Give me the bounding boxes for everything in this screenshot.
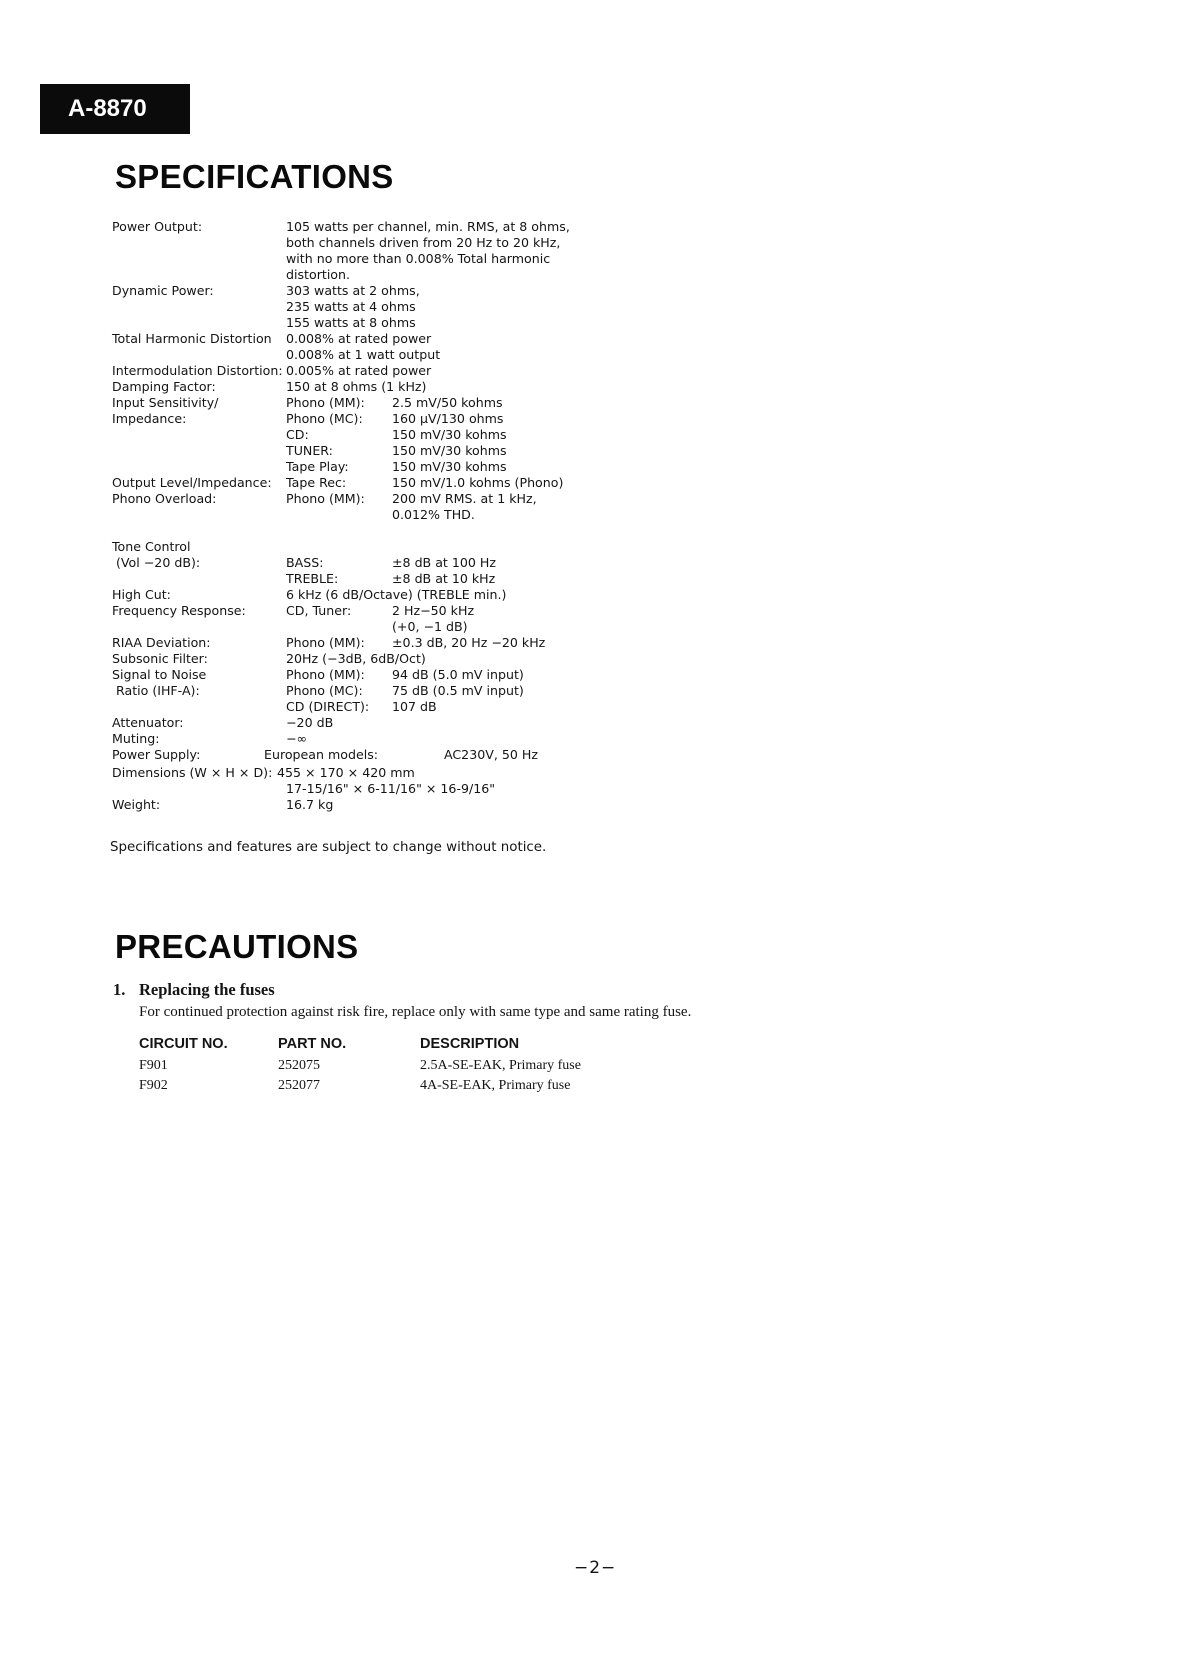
spec-value: 200 mV RMS. at 1 kHz, <box>392 491 537 506</box>
spec-value: 155 watts at 8 ohms <box>286 315 416 330</box>
spec-label: Muting: <box>112 731 160 746</box>
spec-label: High Cut: <box>112 587 171 602</box>
spec-label: Power Supply: <box>112 747 201 762</box>
spec-dynamic-power <box>112 283 752 331</box>
page-number: −2− <box>574 1558 617 1578</box>
specifications-list <box>112 219 752 813</box>
table-cell: F902 <box>139 1078 168 1093</box>
spec-value: 0.005% at rated power <box>286 363 432 378</box>
spec-label: Impedance: <box>112 411 187 426</box>
spec-label: RIAA Deviation: <box>112 635 211 650</box>
spec-high-cut <box>112 587 752 603</box>
specifications-notice: Specifications and features are subject to change without notice. <box>110 840 547 855</box>
spec-value: 16.7 kg <box>286 797 334 812</box>
spec-value: 235 watts at 4 ohms <box>286 299 416 314</box>
spec-value: ±0.3 dB, 20 Hz −20 kHz <box>392 635 546 650</box>
spec-attenuator <box>112 715 752 731</box>
precaution-item-title-text: Replacing the fuses <box>139 980 275 999</box>
spec-value: 2 Hz−50 kHz <box>392 603 475 618</box>
column-header-circuit-no: CIRCUIT NO. <box>139 1036 228 1052</box>
spec-label: Power Output: <box>112 219 203 234</box>
spec-value: 107 dB <box>392 699 437 714</box>
spec-label: Attenuator: <box>112 715 184 730</box>
precaution-item-title <box>113 980 1013 1004</box>
spec-value: ±8 dB at 10 kHz <box>392 571 496 586</box>
spec-dimensions <box>112 765 752 797</box>
spec-value: −∞ <box>286 731 308 746</box>
spec-label: Input Sensitivity/ <box>112 395 219 410</box>
spec-total-harmonic-distortion <box>112 331 752 363</box>
spec-label: Intermodulation Distortion: <box>112 363 283 378</box>
spec-muting <box>112 731 752 747</box>
spec-value: 0.012% THD. <box>392 507 475 522</box>
spec-value: 0.008% at 1 watt output <box>286 347 441 362</box>
spec-input-sensitivity <box>112 395 752 475</box>
spec-signal-to-noise <box>112 667 752 715</box>
spec-label: Phono Overload: <box>112 491 217 506</box>
table-cell: 4A-SE-EAK, Primary fuse <box>420 1078 571 1093</box>
spec-key: CD (DIRECT): <box>286 699 370 714</box>
table-row <box>139 1056 581 1076</box>
spec-power-supply <box>112 747 752 763</box>
spec-value: 75 dB (0.5 mV input) <box>392 683 524 698</box>
spec-label: Subsonic Filter: <box>112 651 208 666</box>
table-row <box>139 1076 581 1096</box>
spec-power-output <box>112 219 752 283</box>
spec-value: 17-15/16" × 6-11/16" × 16-9/16" <box>286 781 496 796</box>
spec-key: Phono (MC): <box>286 411 363 426</box>
spec-value: 150 mV/1.0 kohms (Phono) <box>392 475 564 490</box>
spec-label: Damping Factor: <box>112 379 216 394</box>
table-cell: 252077 <box>278 1078 320 1093</box>
spec-key: TREBLE: <box>286 571 339 586</box>
spec-key: Phono (MM): <box>286 635 365 650</box>
spec-key: CD: <box>286 427 309 442</box>
spec-value: −20 dB <box>286 715 334 730</box>
spec-key: BASS: <box>286 555 324 570</box>
spec-value: 105 watts per channel, min. RMS, at 8 ohms, <box>286 219 570 234</box>
spec-value: distortion. <box>286 267 351 282</box>
spec-label: Ratio (IHF-A): <box>116 683 200 698</box>
spec-intermodulation-distortion <box>112 363 752 379</box>
table-cell: 252075 <box>278 1058 320 1073</box>
spec-value: 20Hz (−3dB, 6dB/Oct) <box>286 651 426 666</box>
spec-key: Phono (MM): <box>286 491 365 506</box>
fuse-table <box>139 1032 581 1096</box>
spec-label: Frequency Response: <box>112 603 246 618</box>
spec-value: 303 watts at 2 ohms, <box>286 283 420 298</box>
spec-key: CD, Tuner: <box>286 603 352 618</box>
spec-output-level <box>112 475 752 491</box>
spec-value: 455 × 170 × 420 mm <box>277 765 415 780</box>
spec-value: 150 mV/30 kohms <box>392 427 507 442</box>
spec-label: Dynamic Power: <box>112 283 214 298</box>
spec-riaa-deviation <box>112 635 752 651</box>
precautions-heading: PRECAUTIONS <box>115 928 359 965</box>
spec-value: 0.008% at rated power <box>286 331 432 346</box>
spec-value: 150 mV/30 kohms <box>392 443 507 458</box>
spec-frequency-response <box>112 603 752 635</box>
spec-value: 160 µV/130 ohms <box>392 411 504 426</box>
spec-value: 94 dB (5.0 mV input) <box>392 667 524 682</box>
spec-phono-overload <box>112 491 752 523</box>
column-header-part-no: PART NO. <box>278 1036 347 1052</box>
table-cell: F901 <box>139 1058 168 1073</box>
spec-tone-control <box>112 539 752 587</box>
column-header-description: DESCRIPTION <box>420 1036 520 1052</box>
precautions-section <box>113 980 1013 1096</box>
spec-label: (Vol −20 dB): <box>116 555 201 570</box>
table-header-row <box>139 1032 581 1056</box>
precaution-item-description: For continued protection against risk fire, replace only with same type and same rating fuse. <box>139 1004 692 1020</box>
spec-label: Total Harmonic Distortion <box>112 331 272 346</box>
spec-value: with no more than 0.008% Total harmonic <box>286 251 551 266</box>
spec-value: ±8 dB at 100 Hz <box>392 555 496 570</box>
spec-label: Weight: <box>112 797 161 812</box>
spec-value: both channels driven from 20 Hz to 20 kHz, <box>286 235 561 250</box>
spec-label: Signal to Noise <box>112 667 207 682</box>
spec-label: Dimensions (W × H × D): <box>112 765 273 780</box>
spec-key: TUNER: <box>286 443 333 458</box>
spec-key: Tape Rec: <box>286 475 347 490</box>
spec-key: Phono (MC): <box>286 683 363 698</box>
model-number-tab: A-8870 <box>40 84 190 134</box>
spec-weight <box>112 797 752 813</box>
spec-value: (+0, −1 dB) <box>392 619 468 634</box>
table-cell: 2.5A-SE-EAK, Primary fuse <box>420 1058 581 1073</box>
precaution-item-number: 1. <box>113 980 126 999</box>
spec-label: Output Level/Impedance: <box>112 475 272 490</box>
spec-subsonic-filter <box>112 651 752 667</box>
spec-label: Tone Control <box>112 539 191 554</box>
spec-key: Tape Play: <box>286 459 349 474</box>
spec-value: AC230V, 50 Hz <box>444 747 538 762</box>
spec-key: Phono (MM): <box>286 667 365 682</box>
spec-value: 6 kHz (6 dB/Octave) (TREBLE min.) <box>286 587 507 602</box>
spec-value: 150 mV/30 kohms <box>392 459 507 474</box>
spec-value: 2.5 mV/50 kohms <box>392 395 503 410</box>
specifications-heading: SPECIFICATIONS <box>115 158 394 195</box>
spec-key: European models: <box>264 747 379 762</box>
spec-key: Phono (MM): <box>286 395 365 410</box>
spec-value: 150 at 8 ohms (1 kHz) <box>286 379 427 394</box>
spec-damping-factor <box>112 379 752 395</box>
